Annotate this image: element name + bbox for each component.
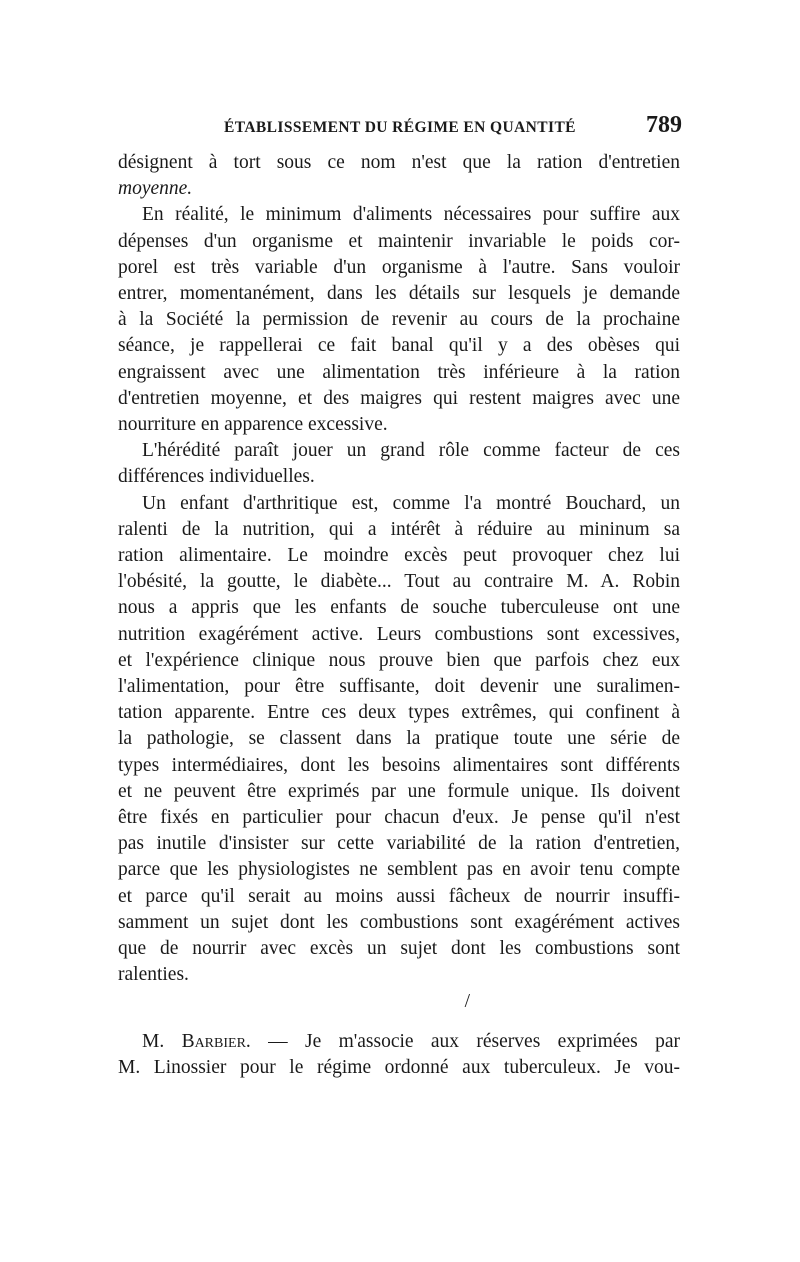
text-line: ralenties. — [118, 964, 189, 986]
text-line: différences individuelles. — [118, 466, 315, 488]
text-line: ralenti de la nutrition, qui a intérêt à réduire au mininum sa — [118, 518, 680, 540]
page-number: 789 — [646, 112, 682, 138]
text-line: et ne peuvent être exprimés par une formule unique. Ils doivent — [118, 780, 680, 802]
text-line: désignent à tort sous ce nom n'est que la ration d'entretien — [118, 152, 680, 173]
text-line — [118, 176, 680, 202]
speaker-name: Barbier. — [181, 1030, 251, 1052]
text-line: d'entretien moyenne, et des maigres qui restent maigres avec une — [118, 387, 680, 409]
text-line: tation apparente. Entre ces deux types extrêmes, qui confinent à — [118, 702, 680, 724]
text-line: à la Société la permission de revenir au cours de la prochaine — [118, 309, 680, 331]
text-line: nutrition exagérément active. Leurs combustions sont excessives, — [118, 623, 680, 645]
text-line: et parce qu'il serait au moins aussi fâcheux de nourrir insuffi- — [118, 885, 680, 907]
text-line: être fixés en particulier pour chacun d'eux. Je pense qu'il n'est — [118, 807, 680, 829]
text-line: et l'expérience clinique nous prouve bien que parfois chez eux — [118, 649, 680, 671]
text-line: la pathologie, se classent dans la pratique toute une série de — [118, 728, 680, 750]
text-line — [118, 1029, 680, 1055]
text-line: M. Linossier pour le régime ordonné aux tuberculeux. Je vou- — [118, 1056, 680, 1078]
paragraph-gap — [118, 1015, 680, 1029]
text-line: engraissent avec une alimentation très inférieure à la ration — [118, 361, 680, 383]
body-text — [118, 150, 680, 1081]
italic-word: moyenne. — [118, 178, 193, 200]
text-line: porel est très variable d'un organisme à l'autre. Sans vouloir — [118, 256, 680, 278]
text-line: L'hérédité paraît jouer un grand rôle comme facteur de ces — [142, 440, 680, 462]
text-line: nous a appris que les enfants de souche tuberculeuse ont une — [118, 597, 680, 619]
text-line: nourriture en apparence excessive. — [118, 414, 388, 436]
text-line: l'alimentation, pour être suffisante, doit devenir une suralimen- — [118, 676, 680, 698]
running-head: ÉTABLISSEMENT DU RÉGIME EN QUANTITÉ — [224, 119, 576, 136]
text-line: pas inutile d'insister sur cette variabilité de la ration d'entretien, — [118, 833, 680, 855]
stray-mark: / — [464, 990, 470, 1012]
text-line: parce que les physiologistes ne semblent pas en avoir tenu compte — [118, 859, 680, 881]
speaker-title: M. — [142, 1030, 165, 1052]
text-line: Un enfant d'arthritique est, comme l'a montré Bouchard, un — [142, 492, 680, 514]
text-line: samment un sujet dont les combustions sont exagérément actives — [118, 911, 680, 933]
text-line: entrer, momentanément, dans les détails sur lesquels je demande — [118, 283, 680, 305]
text-line: l'obésité, la goutte, le diabète... Tout au contraire M. A. Robin — [118, 571, 680, 593]
text-line: ration alimentaire. Le moindre excès peut provoquer chez lui — [118, 545, 680, 567]
text-line: types intermédiaires, dont les besoins alimentaires sont différents — [118, 754, 680, 776]
text-line: séance, je rappellerai ce fait banal qu'il y a des obèses qui — [118, 335, 680, 357]
text-line: que de nourrir avec excès un sujet dont les combustions sont — [118, 938, 680, 960]
text-line: En réalité, le minimum d'aliments nécessaires pour suffire aux — [142, 204, 680, 226]
speech-text: — Je m'associe aux réserves exprimées par — [268, 1030, 680, 1052]
text-line: dépenses d'un organisme et maintenir invariable le poids cor- — [118, 230, 680, 252]
page-header — [224, 112, 682, 139]
